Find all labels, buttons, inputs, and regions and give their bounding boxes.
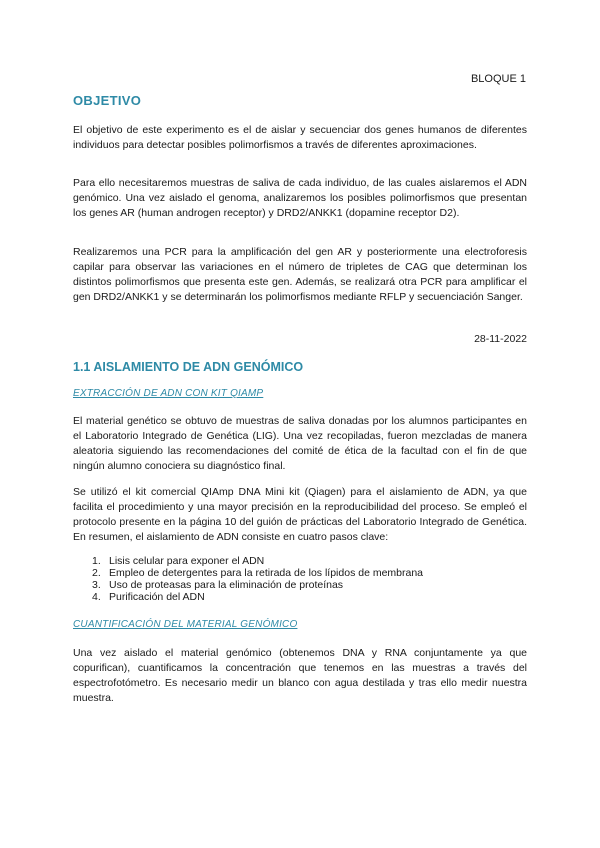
objective-paragraph-2: Para ello necesitaremos muestras de saliva de cada individuo, de las cuales aislaremos el ADN genómico. Una vez aislado el genoma, analizaremos los posibles polimorfismos que presentan los genes AR (human androgen receptor) y DRD2/ANKK1 (dopamine receptor D2). [73, 177, 527, 219]
block-label: BLOQUE 1 [470, 73, 526, 85]
date-label: 28-11-2022 [474, 333, 527, 345]
objective-paragraph-3: Realizaremos una PCR para la amplificación del gen AR y posteriormente una electroforesis capilar para observar las variaciones en el número de tripletes de CAG que determinan los distintos polimorfismos que presenta este gen. Además, se realizará otra PCR para amplificar el gen DRD2/ANKK1 y se determinarán los polimorfismos mediante RFLP y secuenciación Sanger. [73, 246, 527, 303]
section-heading: 1.1 AISLAMIENTO DE ADN GENÓMICO [73, 360, 304, 374]
section-paragraph-1: El material genético se obtuvo de muestras de saliva donadas por los alumnos participantes en el Laboratorio Integrado de Genética (LIG). Una vez recopiladas, fueron mezcladas de manera aleatoria siguiendo las recomendaciones del comité de ética de la facultad con el fin de que ningún alumno conociera su diagnóstico final. [73, 415, 527, 472]
objective-paragraph-1: El objetivo de este experimento es el de aislar y secuenciar dos genes humanos de diferentes individuos para detectar posibles polimorfismos a través de diferentes aproximaciones. [73, 124, 527, 151]
subsection-quantification-heading: CUANTIFICACIÓN DEL MATERIAL GENÓMICO [73, 619, 298, 630]
section-paragraph-3: Una vez aislado el material genómico (obtenemos DNA y RNA conjuntamente ya que copurifican), cuantificamos la concentración que tenemos en las muestras a través del espectrofotómetro. Es necesario medir un blanco con agua destilada y tras ello medir nuestra muestra. [73, 647, 527, 704]
list-item: 4. Purificación del ADN [92, 591, 205, 603]
subsection-extraction-heading: EXTRACCIÓN DE ADN CON KIT QIAMP [73, 388, 264, 399]
section-paragraph-2: Se utilizó el kit comercial QIAmp DNA Mini kit (Qiagen) para el aislamiento de ADN, ya que facilita el procedimiento y una mayor precisión en la reproducibilidad del proceso. Se empleó el protocolo presente en la página 10 del guión de prácticas del Laboratorio Integrado de Genética. En resumen, el aislamiento de ADN consiste en cuatro pasos clave: [73, 486, 527, 543]
list-item: 3. Uso de proteasas para la eliminación de proteínas [92, 579, 344, 591]
list-item: 2. Empleo de detergentes para la retirada de los lípidos de membrana [92, 567, 424, 579]
objective-heading: OBJETIVO [73, 93, 142, 108]
list-item: 1. Lisis celular para exponer el ADN [92, 555, 265, 567]
steps-list [92, 555, 423, 603]
